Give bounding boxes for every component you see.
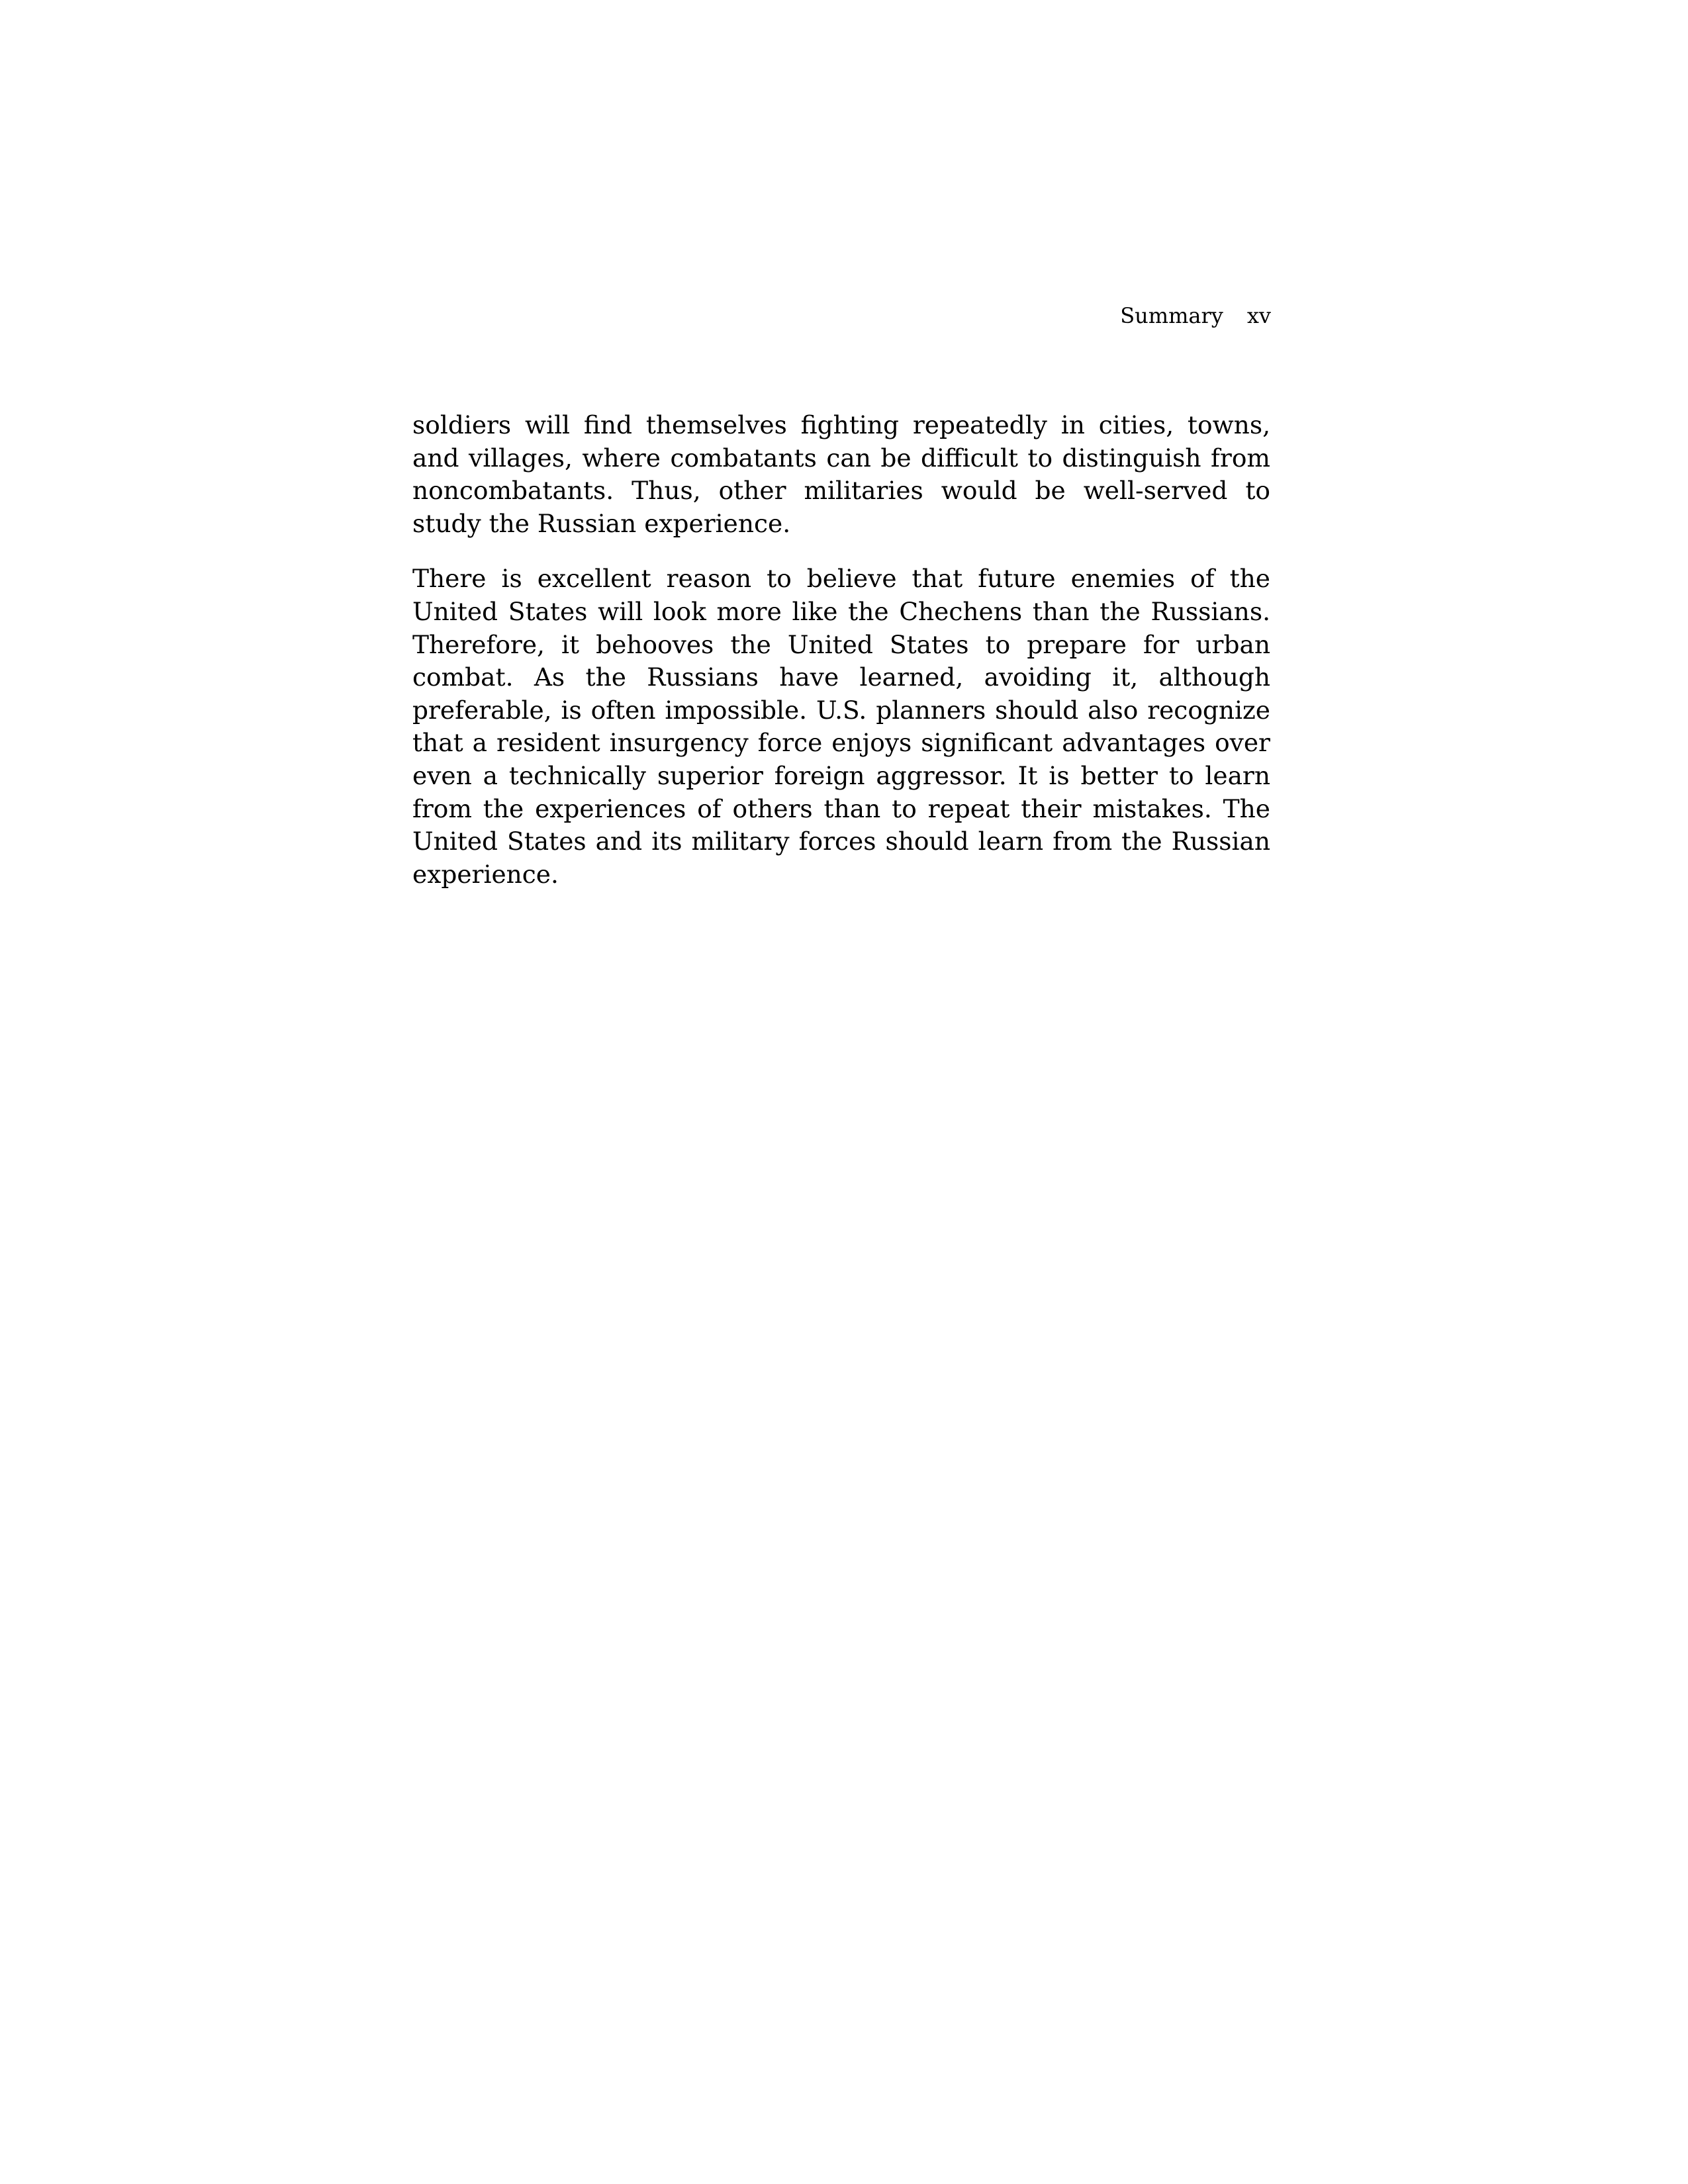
page-number: xv — [1246, 303, 1271, 328]
paragraph-1: soldiers will find themselves fighting repeatedly in cities, towns, and villages, where combatants can be difficult to distinguish from noncombatants. Thus, other militaries would be well-served to study the Russian experience. — [412, 410, 1270, 538]
running-head-section: Summary — [1120, 303, 1223, 328]
running-head — [993, 301, 1271, 330]
body-text — [412, 409, 1270, 891]
paragraph-2: There is excellent reason to believe that future enemies of the United States will look more like the Chechens than the Russians. Therefore, it behooves the United States to prepare for urban combat. As the Russians have learned, avoiding it, although preferable, is often impossible. U.S. planners should also recognize that a resident insurgency force enjoys significant advantages over even a technically superior foreign aggressor. It is better to learn from the experiences of others than to repeat their mistakes. The United States and its military forces should learn from the Russian experience. — [412, 564, 1270, 889]
